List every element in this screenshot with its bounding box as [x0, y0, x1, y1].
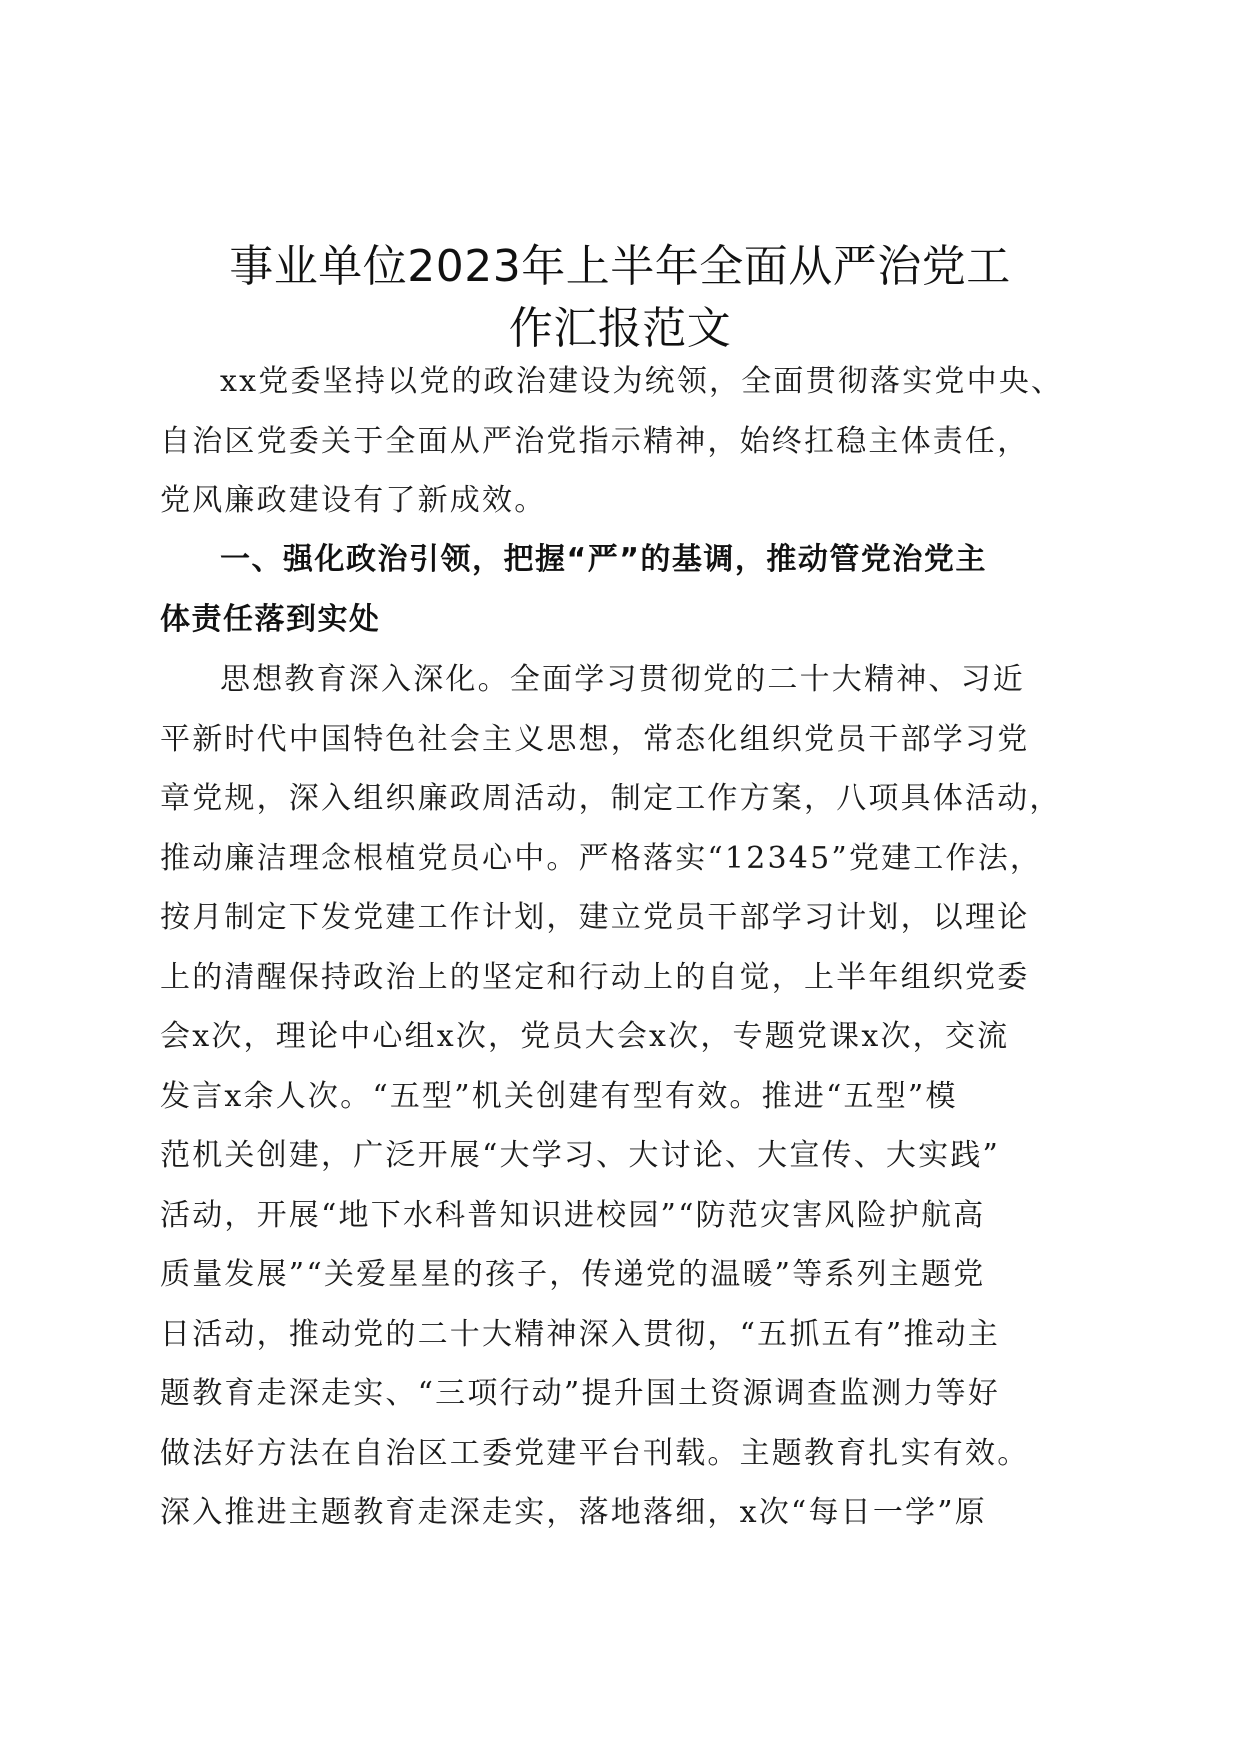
document-title — [150, 236, 1090, 360]
intro-line: xx党委坚持以党的政治建设为统领，全面贯彻落实党中央、 — [220, 364, 1064, 399]
body-line: 上的清醒保持政治上的坚定和行动上的自觉，上半年组织党委 — [160, 959, 1030, 995]
intro-paragraph — [160, 352, 1080, 531]
body-line: 思想教育深入深化。全面学习贯彻党的二十大精神、习近 — [220, 662, 1025, 697]
body-line: 会x次，理论中心组x次，党员大会x次，专题党课x次，交流 — [160, 1019, 1010, 1054]
body-line: 质量发展”“关爱星星的孩子，传递党的温暖”等系列主题党 — [160, 1257, 986, 1292]
section-heading-line: 一、强化政治引领，把握“严”的基调，推动管党治党主 — [220, 542, 987, 577]
document-title-line-1: 事业单位2023年上半年全面从严治党工 — [229, 241, 1011, 292]
body-line: 章党规，深入组织廉政周活动，制定工作方案，八项具体活动， — [160, 781, 1062, 816]
body-line: 活动，开展“地下水科普知识进校园”“防范灾害风险护航高 — [160, 1197, 986, 1233]
body-line: 推动廉洁理念根植党员心中。严格落实“12345”党建工作法， — [160, 840, 1043, 876]
body-line: 平新时代中国特色社会主义思想，常态化组织党员干部学习党 — [160, 721, 1030, 757]
body-line: 按月制定下发党建工作计划，建立党员干部学习计划，以理论 — [160, 900, 1030, 935]
body-line: 题教育走深走实、“三项行动”提升国土资源调查监测力等好 — [160, 1376, 1001, 1411]
document-title-line-2: 作汇报范文 — [508, 303, 732, 354]
body-line: 日活动，推动党的二十大精神深入贯彻，“五抓五有”推动主 — [160, 1316, 1001, 1352]
body-line: 发言x余人次。“五型”机关创建有型有效。推进“五型”模 — [160, 1078, 958, 1114]
body-line: 深入推进主题教育走深走实，落地落细，x次“每日一学”原 — [160, 1495, 987, 1530]
section-heading-line: 体责任落到实处 — [160, 601, 381, 637]
body-line: 范机关创建，广泛开展“大学习、大讨论、大宣传、大实践” — [160, 1138, 1001, 1173]
intro-line: 党风廉政建设有了新成效。 — [160, 483, 547, 518]
intro-line: 自治区党委关于全面从严治党指示精神，始终扛稳主体责任， — [160, 423, 1030, 459]
section-1-body — [160, 650, 1080, 1543]
section-1-heading — [160, 530, 1080, 649]
body-line: 做法好方法在自治区工委党建平台刊载。主题教育扎实有效。 — [160, 1435, 1030, 1471]
